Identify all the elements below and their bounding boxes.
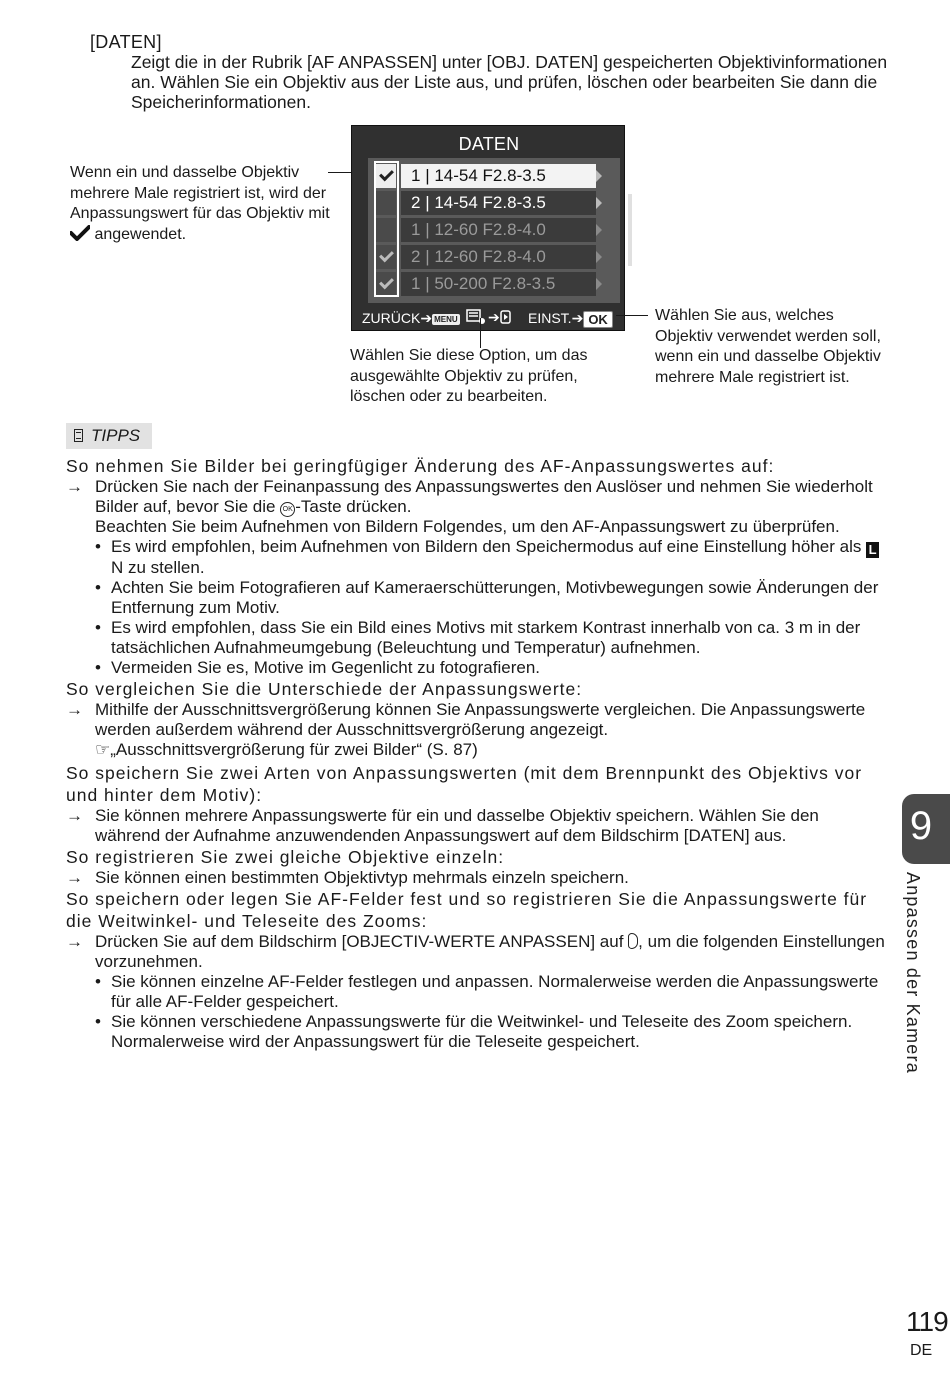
lens-num: 1 [411,274,421,293]
chevron-right-icon [596,224,602,236]
tip-heading: So registrieren Sie zwei gleiche Objektive einzeln: [66,847,505,867]
lens-name: 12-60 F2.8-4.0 [434,247,546,266]
leader-line-right [616,315,648,316]
chapter-title [898,872,928,1092]
tip-bullet: • Sie können verschiedene Anpassungswerte für die Weitwinkel- und Teleseite des Zoom speichern. Normalerweise wird der Anpassungswert für die Teleseite gespeichert. [95,1012,853,1051]
menu-button-icon: MENU [434,314,458,324]
tip-heading: So speichern oder legen Sie AF-Felder fest und so registrieren Sie die Anpassungswerte für die Weitwinkel- und Teleseite des Zooms: [66,889,868,931]
language-code: DE [910,1342,933,1359]
callout-checkmark-text: Wenn ein und dasselbe Objektiv mehrere Male registriert ist, wird der Anpassungswert für das Objektiv mit [70,164,330,222]
tip-bullet: • Es wird empfohlen, beim Aufnehmen von Bildern den Speichermodus auf eine Einstellung höher als LN zu stellen. [66,537,886,578]
callout-set: Wählen Sie aus, welches Objektiv verwendet werden soll, wenn ein und dasselbe Objektiv mehrere Male registriert ist. [655,307,881,386]
tips-label: TIPPS [91,426,141,445]
info-list-icon [466,309,488,325]
lens-row-4[interactable]: 2 | 12-60 F2.8-4.0 [368,245,613,269]
page-number: 119 [906,1306,948,1337]
dial-right-icon [628,933,638,949]
lens-num: 2 [411,193,421,212]
set-hint[interactable]: EINST.➔ OK [528,310,613,328]
checkmark-icon [70,225,90,241]
arrow-icon: → [66,477,83,496]
callout-checkmark [70,163,330,245]
lens-name: 50-200 F2.8-3.5 [434,274,556,293]
screen-title: DATEN [458,134,520,154]
lens-num: 2 [411,247,421,266]
tip-bullet: • Sie können einzelne AF-Felder festlegen und anpassen. Normalerweise werden die Anpassungswerte für alle AF-Felder gespeichert. [95,972,879,1011]
back-label: ZURÜCK [362,310,421,326]
screen-footer [352,306,626,332]
chapter-title-text: Anpassen der Kamera [903,872,923,1074]
callout-checkmark-text-end: angewendet. [94,225,187,243]
tip-paragraph: → Drücken Sie nach der Feinanpassung des Anpassungswertes den Auslöser und nehmen Sie wiederholt Bilder auf, bevor Sie die OK -Taste drücken. [66,477,873,516]
tip-bullet: • Es wird empfohlen, dass Sie ein Bild eines Motivs mit starkem Kontrast innerhalb von ca. 3 m in der tatsächlichen Aufnahmeumgebung (Beleuchtung und Temperatur) aufnehmen. [95,618,861,657]
section-description: Zeigt die in der Rubrik [AF ANPASSEN] unter [OBJ. DATEN] gespeicherten Objektivinformationen an. Wählen Sie ein Objektiv aus der Liste aus, und prüfen, löschen oder bearbeiten Sie dann die Speicherinformationen. [131,52,888,112]
ok-button-icon: OK [583,311,613,328]
back-hint[interactable]: ZURÜCK➔ MENU [362,310,458,326]
tips-content [66,455,886,1052]
memo-icon [74,429,83,442]
tip-bullet: • Achten Sie beim Fotografieren auf Kameraerschütterungen, Motivbewegungen sowie Änderungen der Entfernung zum Motiv. [95,578,879,617]
reference-icon: ☞ [95,740,111,759]
tip-heading: So nehmen Sie Bilder bei geringfügiger Änderung des AF-Anpassungswertes auf: [66,456,775,476]
tip-paragraph: → Drücken Sie auf dem Bildschirm [OBJECTIV-WERTE ANPASSEN] auf , um die folgenden Einstellungen vorzunehmen. [66,932,885,971]
set-label: EINST. [528,310,572,326]
ok-button-icon: OK [280,502,295,517]
tip-heading: So vergleichen Sie die Unterschiede der Anpassungswerte: [66,679,583,699]
leader-line-bottom [480,318,481,348]
camera-screen-daten [351,125,625,331]
arrow-icon: → [66,700,83,719]
tip-heading: So speichern Sie zwei Arten von Anpassungswerten (mit dem Brennpunkt des Objektivs vor und hinter dem Motiv): [66,763,863,805]
tip-paragraph: → Mithilfe der Ausschnittsvergrößerung können Sie Anpassungswerte vergleichen. Die Anpassungswerte werden außerdem während der Ausschnittsvergrößerung angezeigt. [66,700,866,739]
arrow-icon: → [66,806,83,825]
chevron-right-icon [596,197,602,209]
large-quality-icon: L [866,542,879,558]
lens-num: 1 [411,220,421,239]
chapter-number: 9 [909,804,933,848]
tip-bullet: • Vermeiden Sie es, Motive im Gegenlicht zu fotografieren. [95,658,540,677]
tip-paragraph: → Sie können einen bestimmten Objektivtyp mehrmals einzeln speichern. [66,868,629,887]
lens-list [368,158,620,303]
lens-row-3[interactable]: 1 | 12-60 F2.8-4.0 [368,218,613,242]
callout-info: Wählen Sie diese Option, um das ausgewählte Objektiv zu prüfen, löschen oder zu bearbeiten. [350,347,588,405]
lens-row-2[interactable]: 2 | 14-54 F2.8-3.5 [368,191,613,215]
info-edit-hint[interactable]: ➔ [466,309,512,326]
lens-row-1[interactable]: 1 | 14-54 F2.8-3.5 [368,164,613,188]
page-reference[interactable]: ☞„Ausschnittsvergrößerung für zwei Bilder“ (S. 87) [95,740,478,759]
chevron-right-icon [596,278,602,290]
chapter-tab[interactable] [902,794,950,864]
tips-badge [66,423,152,449]
section-heading: [DATEN] [90,32,162,52]
chevron-right-icon [596,170,602,182]
tip-paragraph: → Sie können mehrere Anpassungswerte für ein und dasselbe Objektiv speichern. Wählen Sie den während der Aufnahme anzuwendenden Anpassungswert auf dem Bildschirm [DATEN] aus. [66,806,819,845]
arrow-icon: → [66,932,83,951]
lens-row-5[interactable]: 1 | 50-200 F2.8-3.5 [368,272,613,296]
chevron-right-icon [596,251,602,263]
list-scrollbar[interactable] [628,194,632,266]
lens-name: 12-60 F2.8-4.0 [434,220,546,239]
arrow-icon: → [66,868,83,887]
lens-num: 1 [411,166,421,185]
tip-paragraph: Beachten Sie beim Aufnehmen von Bildern Folgendes, um den AF-Anpassungswert zu überprüfen. [95,517,840,536]
check-column-highlight [374,161,399,297]
lens-name: 14-54 F2.8-3.5 [434,166,546,185]
lens-name: 14-54 F2.8-3.5 [434,193,546,212]
dial-right-icon [500,309,512,325]
